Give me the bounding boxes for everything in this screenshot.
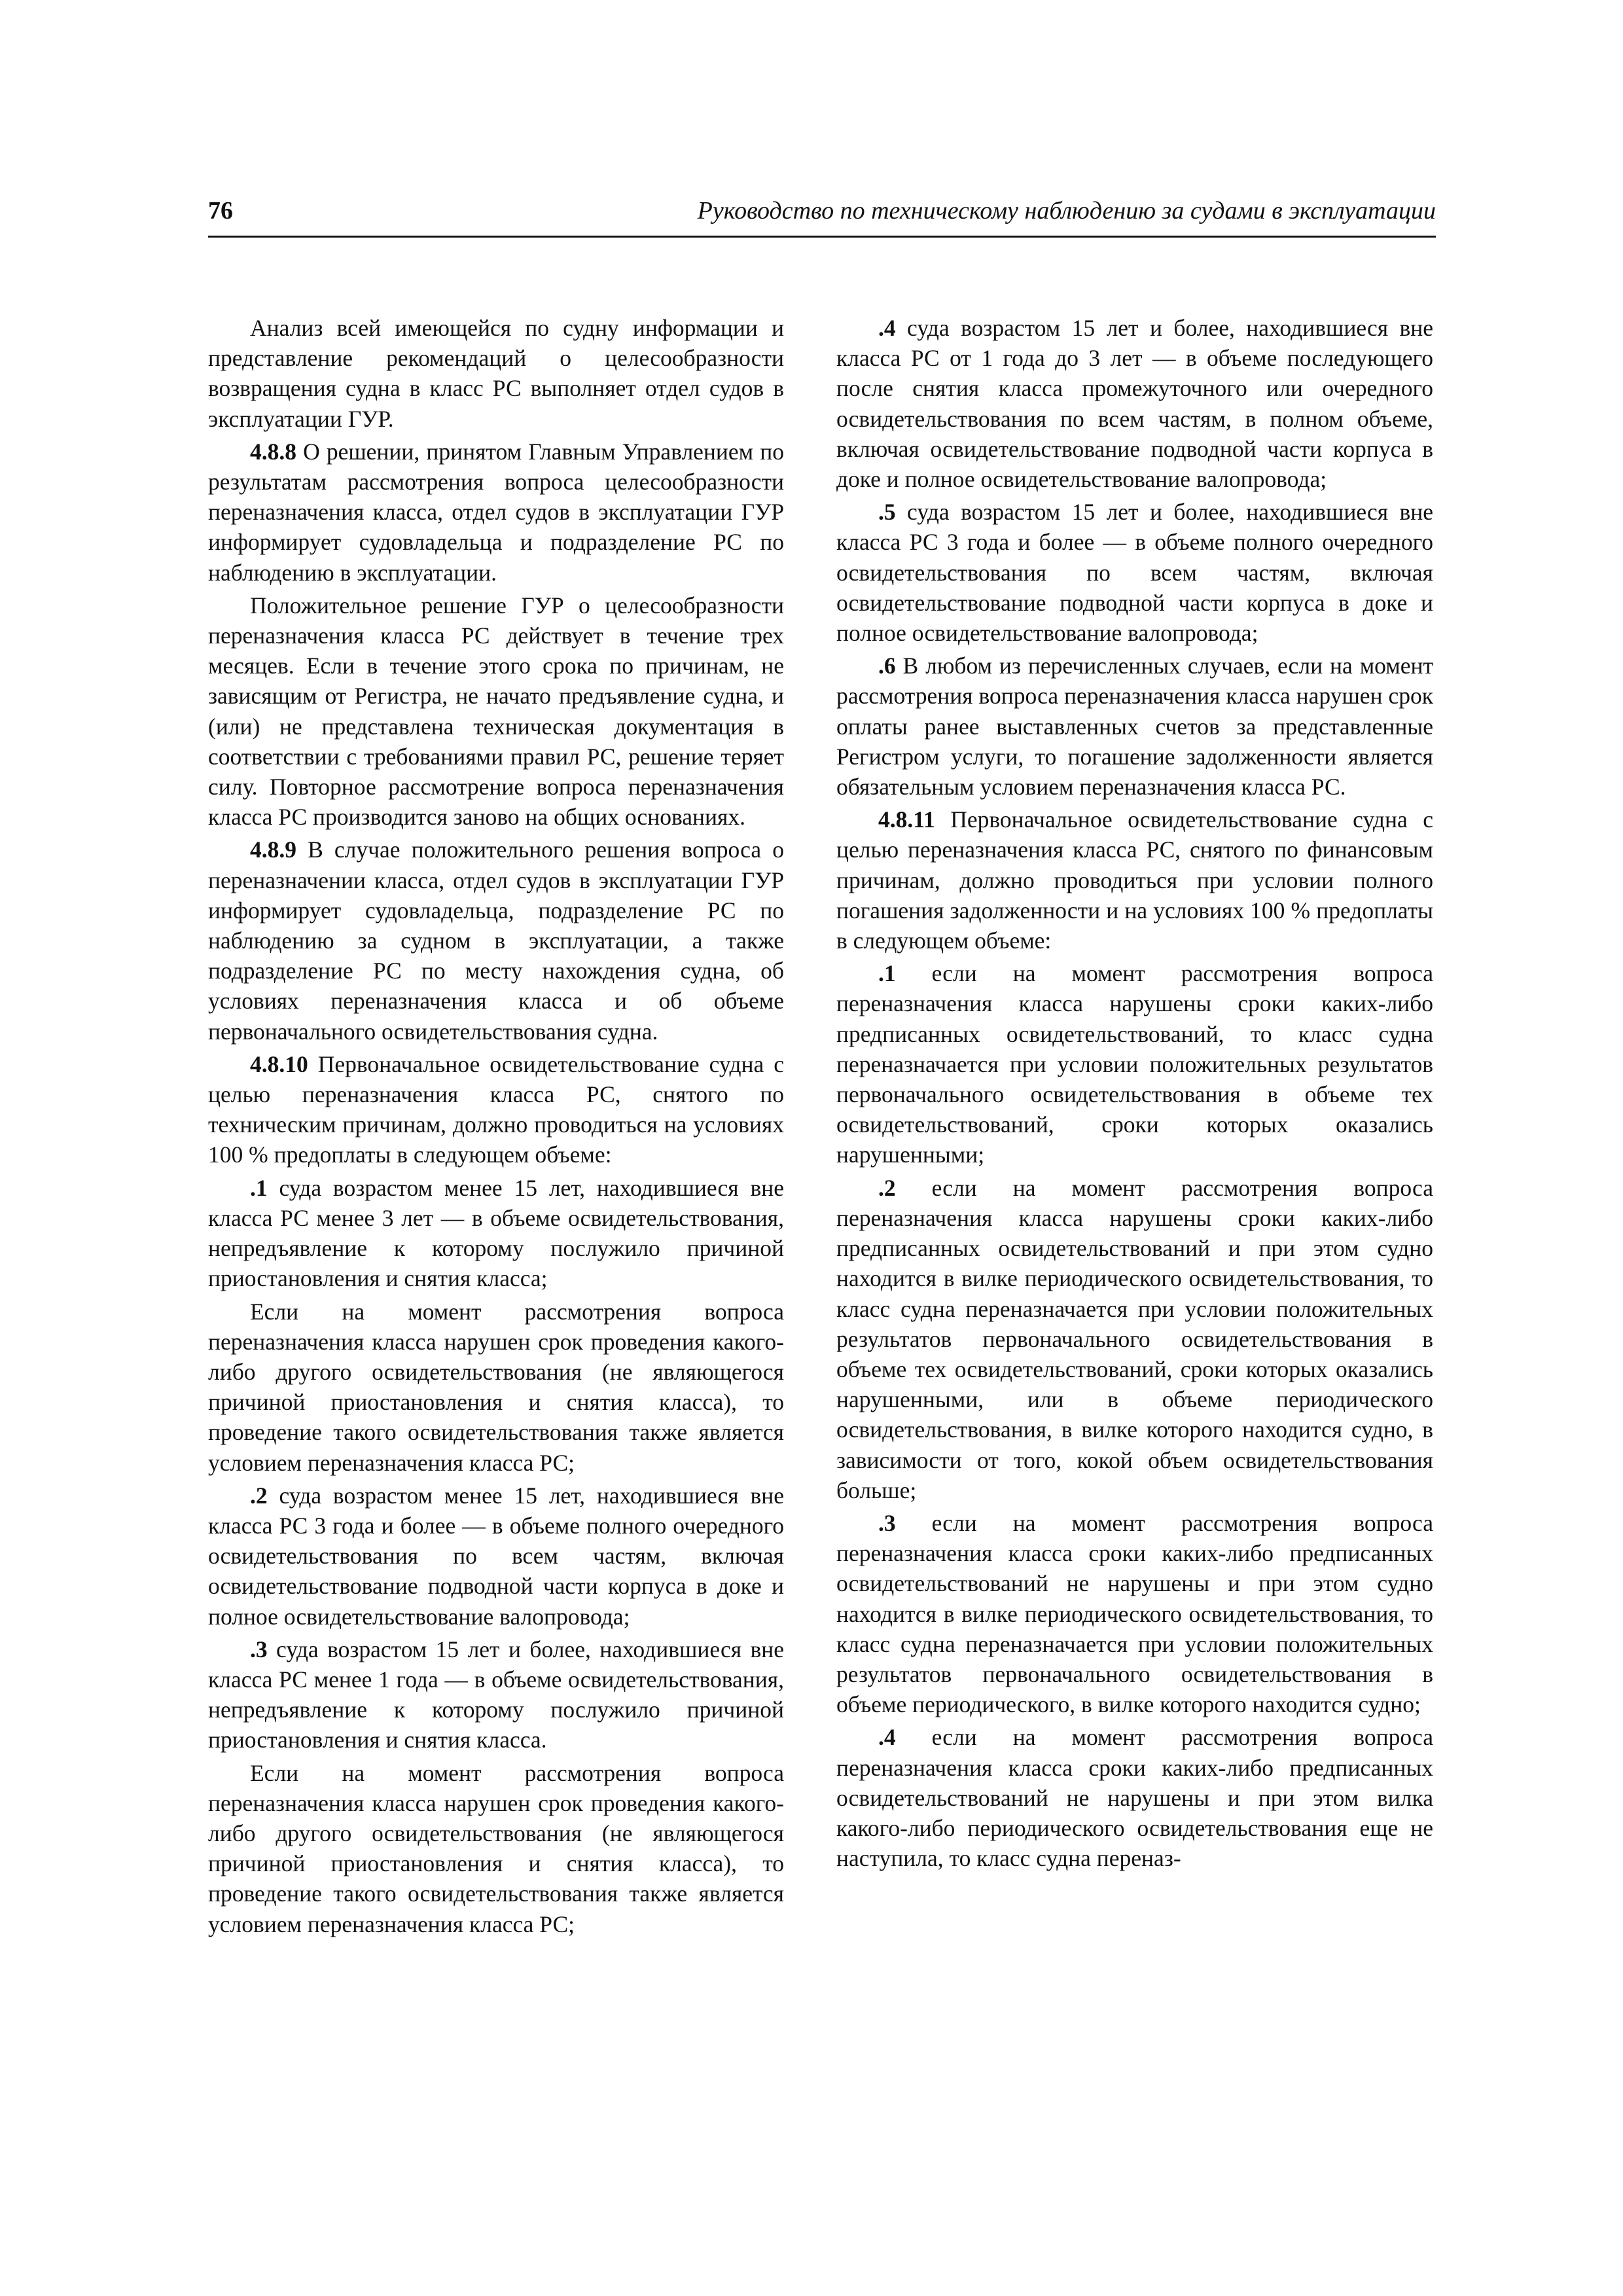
page-header xyxy=(208,196,1436,238)
paragraph xyxy=(836,1173,1433,1505)
clause-number: 4.8.11 xyxy=(878,806,935,833)
clause-number: .4 xyxy=(878,1724,896,1751)
page-number: 76 xyxy=(208,197,233,224)
clause-number: .2 xyxy=(250,1482,268,1509)
paragraph xyxy=(836,1508,1433,1719)
paragraph-text: Первоначальное освидетельствование судна с целью переназначения класса РС, снятого по финансовым причинам, должно проводиться при условии полного погашения задолженности и на условиях 100 % предоплаты в следующем объеме: xyxy=(836,806,1433,954)
clause-number: .1 xyxy=(878,960,896,987)
paragraph xyxy=(208,590,784,833)
paragraph xyxy=(836,804,1433,956)
clause-number: .4 xyxy=(878,315,896,341)
clause-number: .1 xyxy=(250,1174,268,1201)
paragraph xyxy=(208,313,784,434)
paragraph xyxy=(208,437,784,588)
paragraph-text: Анализ всей имеющейся по судну информации и представление рекомендаций о целесообразности возвращения судна в класс РС выполняет отдел судов в эксплуатации ГУР. xyxy=(208,315,784,432)
paragraph-text: О решении, принятом Главным Управлением по результатам рассмотрения вопроса целесообразности переназначения класса, отдел судов в эксплуатации ГУР информирует судовладельца и подразделение РС по наблюдению в эксплуатации. xyxy=(208,438,784,586)
clause-number: .6 xyxy=(878,653,896,679)
paragraph-text: Положительное решение ГУР о целесообразности переназначения класса РС действует в течение трех месяцев. Если в течение этого срока по причинам, не зависящим от Регистра, не начато предъявление судна, и (или) не представлена техническая документация в соответствии с требованиями правил РС, решение теряет силу. Повторное рассмотрение вопроса переназначения класса РС производится заново на общих основаниях. xyxy=(208,592,784,831)
paragraph-text: суда возрастом 15 лет и более, находившиеся вне класса РС 3 года и более — в объеме полного очередного освидетельствования по всем частям, включая освидетельствование подводной части корпуса в доке и полное освидетельствование валопровода; xyxy=(836,499,1433,647)
right-column xyxy=(836,313,1433,1876)
paragraph-text: если на момент рассмотрения вопроса переназначения класса сроки каких-либо предписанных освидетельствований не нарушены и при этом судно находится в вилке периодического освидетельствования, то класс судна переназначается при условии положительных результатов первоначального освидетельствования в объеме периодического, в вилке которого находится судно; xyxy=(836,1509,1433,1718)
paragraph-text: В случае положительного решения вопроса о переназначении класса, отдел судов в эксплуатации ГУР информирует судовладельца, подразделение РС по наблюдению за судном в эксплуатации, а также подразделение РС по месту нахождения судна, об условиях переназначения класса и об объеме первоначального освидетельствования судна. xyxy=(208,836,784,1045)
paragraph xyxy=(836,958,1433,1170)
paragraph-text: если на момент рассмотрения вопроса переназначения класса нарушены сроки каких-либо предписанных освидетельствований и при этом судно находится в вилке периодического освидетельствования, то класс судна переназначается при условии положительных результатов первоначального освидетельствования в объеме тех освидетельствований, сроки которых оказались нарушенными, или в объеме периодического освидетельствования, в вилке которого находится судно, в зависимости от того, кокой объем освидетельствования больше; xyxy=(836,1174,1433,1503)
clause-number: 4.8.10 xyxy=(250,1050,308,1077)
clause-number: 4.8.8 xyxy=(250,438,296,465)
clause-number: .3 xyxy=(878,1509,896,1536)
paragraph xyxy=(208,1758,784,1939)
paragraph-text: суда возрастом менее 15 лет, находившиеся вне класса РС 3 года и более — в объеме полного очередного освидетельствования по всем частям, включая освидетельствование подводной части корпуса в доке и полное освидетельствование валопровода; xyxy=(208,1482,784,1630)
paragraph xyxy=(208,1297,784,1478)
clause-number: 4.8.9 xyxy=(250,836,296,863)
paragraph-text: суда возрастом 15 лет и более, находившиеся вне класса РС от 1 года до 3 лет — в объеме последующего после снятия класса промежуточного или очередного освидетельствования по всем частям, в полном объеме, включая освидетельствование подводной части корпуса в доке и полное освидетельствование валопровода; xyxy=(836,315,1433,493)
paragraph xyxy=(208,834,784,1046)
paragraph-text: В любом из перечисленных случаев, если на момент рассмотрения вопроса переназначения класса нарушен срок оплаты ранее выставленных счетов за представленные Регистром услуги, то погашение задолженности является обязательным условием переназначения класса РС. xyxy=(836,653,1433,800)
paragraph-text: Если на момент рассмотрения вопроса переназначения класса нарушен срок проведения какого-либо другого освидетельствования (не являющегося причиной приостановления и снятия класса), то проведение такого освидетельствования также является условием переназначения класса РС; xyxy=(208,1298,784,1476)
paragraph xyxy=(208,1480,784,1632)
clause-number: .2 xyxy=(878,1174,896,1201)
left-column xyxy=(208,313,784,1942)
paragraph-text: если на момент рассмотрения вопроса переназначения класса нарушены сроки каких-либо предписанных освидетельствований, то класс судна переназначается при условии положительных результатов первоначального освидетельствования в объеме тех освидетельствований, сроки которых оказались нарушенными; xyxy=(836,960,1433,1168)
paragraph xyxy=(208,1049,784,1170)
paragraph-text: если на момент рассмотрения вопроса переназначения класса сроки каких-либо предписанных освидетельствований не нарушены и при этом вилка какого-либо периодического освидетельствования еще не наступила, то класс судна переназ- xyxy=(836,1724,1433,1872)
paragraph xyxy=(836,313,1433,494)
paragraph-text: суда возрастом менее 15 лет, находившиеся вне класса РС менее 3 лет — в объеме освидетельствования, непредъявление к которому послужило причиной приостановления и снятия класса; xyxy=(208,1174,784,1292)
paragraph xyxy=(208,1173,784,1294)
paragraph xyxy=(836,497,1433,648)
running-title: Руководство по техническому наблюдению за судами в эксплуатации xyxy=(697,197,1436,224)
paragraph-text: Если на момент рассмотрения вопроса переназначения класса нарушен срок проведения какого-либо другого освидетельствования (не являющегося причиной приостановления и снятия класса), то проведение такого освидетельствования также является условием переназначения класса РС; xyxy=(208,1759,784,1937)
clause-number: .3 xyxy=(250,1636,268,1662)
clause-number: .5 xyxy=(878,499,896,526)
paragraph-text: Первоначальное освидетельствование судна с целью переназначения класса РС, снятого по техническим причинам, должно проводиться на условиях 100 % предоплаты в следующем объеме: xyxy=(208,1050,784,1168)
paragraph xyxy=(208,1634,784,1755)
paragraph xyxy=(836,1722,1433,1873)
paragraph xyxy=(836,651,1433,802)
paragraph-text: суда возрастом 15 лет и более, находившиеся вне класса РС менее 1 года — в объеме освидетельствования, непредъявление к которому послужило причиной приостановления и снятия класса. xyxy=(208,1636,784,1753)
